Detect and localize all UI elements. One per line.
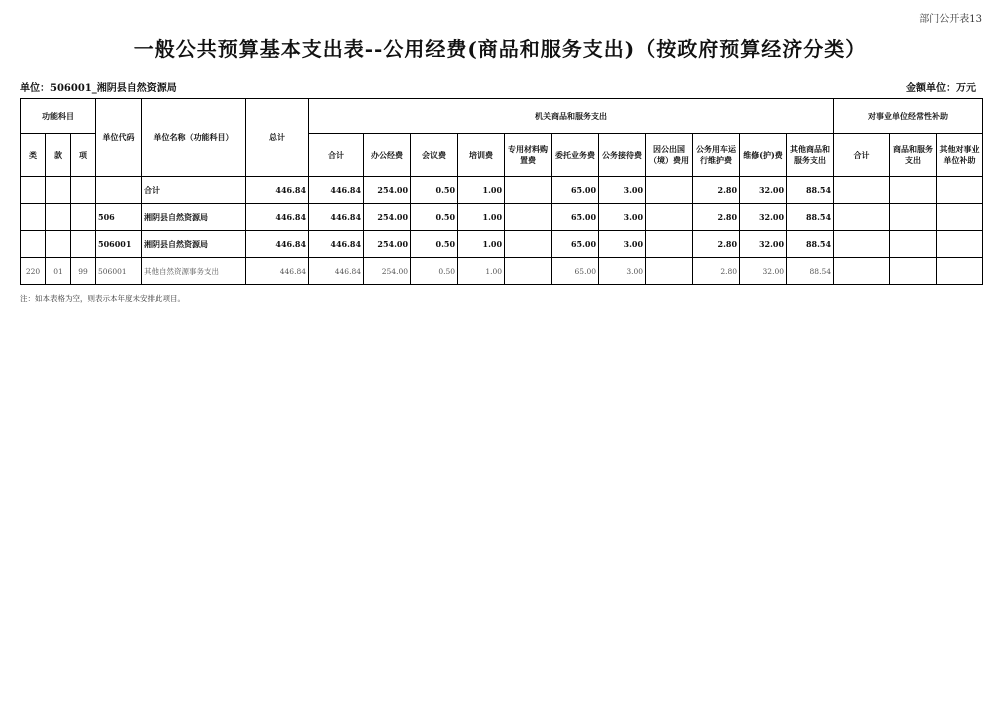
cell-office-expense: 254.00	[364, 204, 411, 231]
unit-label: 单位：506001_湘阴县自然资源局	[20, 83, 177, 94]
cell-overseas-travel	[646, 177, 693, 204]
cell-subsidy-total	[834, 177, 890, 204]
cell-kuan	[46, 231, 71, 258]
header-group-goods: 机关商品和服务支出	[309, 99, 834, 134]
cell-subsidy-other	[937, 204, 983, 231]
cell-unit-name: 湘阴县自然资源局	[142, 204, 246, 231]
cell-subsidy-other	[937, 258, 983, 285]
cell-entrusted-business: 65.00	[552, 177, 599, 204]
table-row	[21, 204, 983, 231]
cell-unit-code: 506001	[96, 231, 142, 258]
cell-meeting-fee: 0.50	[411, 231, 458, 258]
header-lei: 类	[21, 134, 46, 177]
budget-table	[20, 98, 983, 285]
cell-unit-code: 506	[96, 204, 142, 231]
cell-official-reception: 3.00	[599, 204, 646, 231]
header-xiang: 项	[71, 134, 96, 177]
cell-overseas-travel	[646, 231, 693, 258]
cell-total: 446.84	[246, 204, 309, 231]
cell-goods-total: 446.84	[309, 177, 364, 204]
cell-other-goods: 88.54	[787, 204, 834, 231]
header-goods-total: 合计	[309, 134, 364, 177]
cell-entrusted-business: 65.00	[552, 231, 599, 258]
cell-total: 446.84	[246, 258, 309, 285]
cell-overseas-travel	[646, 258, 693, 285]
cell-training-fee: 1.00	[458, 204, 505, 231]
header-training-fee: 培训费	[458, 134, 505, 177]
cell-special-materials	[505, 258, 552, 285]
cell-goods-total: 446.84	[309, 231, 364, 258]
cell-lei: 220	[21, 258, 46, 285]
header-office-expense: 办公经费	[364, 134, 411, 177]
cell-kuan	[46, 177, 71, 204]
amount-unit-label: 金额单位：万元	[906, 83, 976, 94]
cell-goods-total: 446.84	[309, 258, 364, 285]
cell-subsidy-total	[834, 231, 890, 258]
cell-subsidy-total	[834, 204, 890, 231]
cell-subsidy-goods	[890, 258, 937, 285]
cell-special-materials	[505, 204, 552, 231]
cell-repair-fee: 32.00	[740, 258, 787, 285]
cell-vehicle-maintenance: 2.80	[693, 258, 740, 285]
cell-meeting-fee: 0.50	[411, 177, 458, 204]
cell-repair-fee: 32.00	[740, 231, 787, 258]
table-row	[21, 231, 983, 258]
cell-total: 446.84	[246, 177, 309, 204]
table-row	[21, 177, 983, 204]
cell-official-reception: 3.00	[599, 231, 646, 258]
cell-repair-fee: 32.00	[740, 177, 787, 204]
header-subsidy-other: 其他对事业单位补助	[937, 134, 983, 177]
header-other-goods: 其他商品和服务支出	[787, 134, 834, 177]
cell-xiang: 99	[71, 258, 96, 285]
footnote: 注：如本表格为空，则表示本年度未安排此项目。	[20, 294, 185, 303]
cell-entrusted-business: 65.00	[552, 258, 599, 285]
cell-goods-total: 446.84	[309, 204, 364, 231]
header-meeting-fee: 会议费	[411, 134, 458, 177]
table-row	[21, 258, 983, 285]
cell-subsidy-other	[937, 231, 983, 258]
cell-subsidy-other	[937, 177, 983, 204]
cell-vehicle-maintenance: 2.80	[693, 204, 740, 231]
cell-xiang	[71, 231, 96, 258]
cell-total: 446.84	[246, 231, 309, 258]
cell-official-reception: 3.00	[599, 258, 646, 285]
cell-training-fee: 1.00	[458, 231, 505, 258]
header-special-materials: 专用材料购置费	[505, 134, 552, 177]
table-number-label: 部门公开表13	[919, 14, 982, 25]
cell-subsidy-goods	[890, 204, 937, 231]
cell-special-materials	[505, 177, 552, 204]
page-title: 一般公共预算基本支出表--公用经费(商品和服务支出)（按政府预算经济分类）	[133, 37, 867, 61]
cell-kuan: 01	[46, 258, 71, 285]
header-overseas-travel: 因公出国（境）费用	[646, 134, 693, 177]
header-entrusted-business: 委托业务费	[552, 134, 599, 177]
cell-other-goods: 88.54	[787, 231, 834, 258]
cell-subsidy-total	[834, 258, 890, 285]
header-repair-fee: 维修(护)费	[740, 134, 787, 177]
cell-repair-fee: 32.00	[740, 204, 787, 231]
header-func-subject: 功能科目	[21, 99, 96, 134]
header-group-subsidy: 对事业单位经常性补助	[834, 99, 983, 134]
cell-meeting-fee: 0.50	[411, 204, 458, 231]
cell-office-expense: 254.00	[364, 177, 411, 204]
cell-training-fee: 1.00	[458, 177, 505, 204]
cell-lei	[21, 231, 46, 258]
header-subsidy-goods: 商品和服务支出	[890, 134, 937, 177]
cell-entrusted-business: 65.00	[552, 204, 599, 231]
cell-office-expense: 254.00	[364, 258, 411, 285]
cell-xiang	[71, 204, 96, 231]
cell-overseas-travel	[646, 204, 693, 231]
cell-official-reception: 3.00	[599, 177, 646, 204]
header-total: 总计	[246, 99, 309, 177]
cell-kuan	[46, 204, 71, 231]
header-vehicle-maintenance: 公务用车运行维护费	[693, 134, 740, 177]
cell-office-expense: 254.00	[364, 231, 411, 258]
cell-subsidy-goods	[890, 231, 937, 258]
cell-lei	[21, 204, 46, 231]
cell-vehicle-maintenance: 2.80	[693, 177, 740, 204]
cell-unit-name: 湘阴县自然资源局	[142, 231, 246, 258]
header-subsidy-total: 合计	[834, 134, 890, 177]
cell-unit-code	[96, 177, 142, 204]
header-unit-code: 单位代码	[96, 99, 142, 177]
cell-subsidy-goods	[890, 177, 937, 204]
cell-unit-name: 其他自然资源事务支出	[142, 258, 246, 285]
cell-special-materials	[505, 231, 552, 258]
cell-xiang	[71, 177, 96, 204]
cell-unit-name: 合计	[142, 177, 246, 204]
cell-training-fee: 1.00	[458, 258, 505, 285]
cell-meeting-fee: 0.50	[411, 258, 458, 285]
cell-lei	[21, 177, 46, 204]
header-unit-name: 单位名称（功能科目）	[142, 99, 246, 177]
cell-unit-code: 506001	[96, 258, 142, 285]
cell-vehicle-maintenance: 2.80	[693, 231, 740, 258]
cell-other-goods: 88.54	[787, 258, 834, 285]
header-kuan: 款	[46, 134, 71, 177]
header-official-reception: 公务接待费	[599, 134, 646, 177]
cell-other-goods: 88.54	[787, 177, 834, 204]
